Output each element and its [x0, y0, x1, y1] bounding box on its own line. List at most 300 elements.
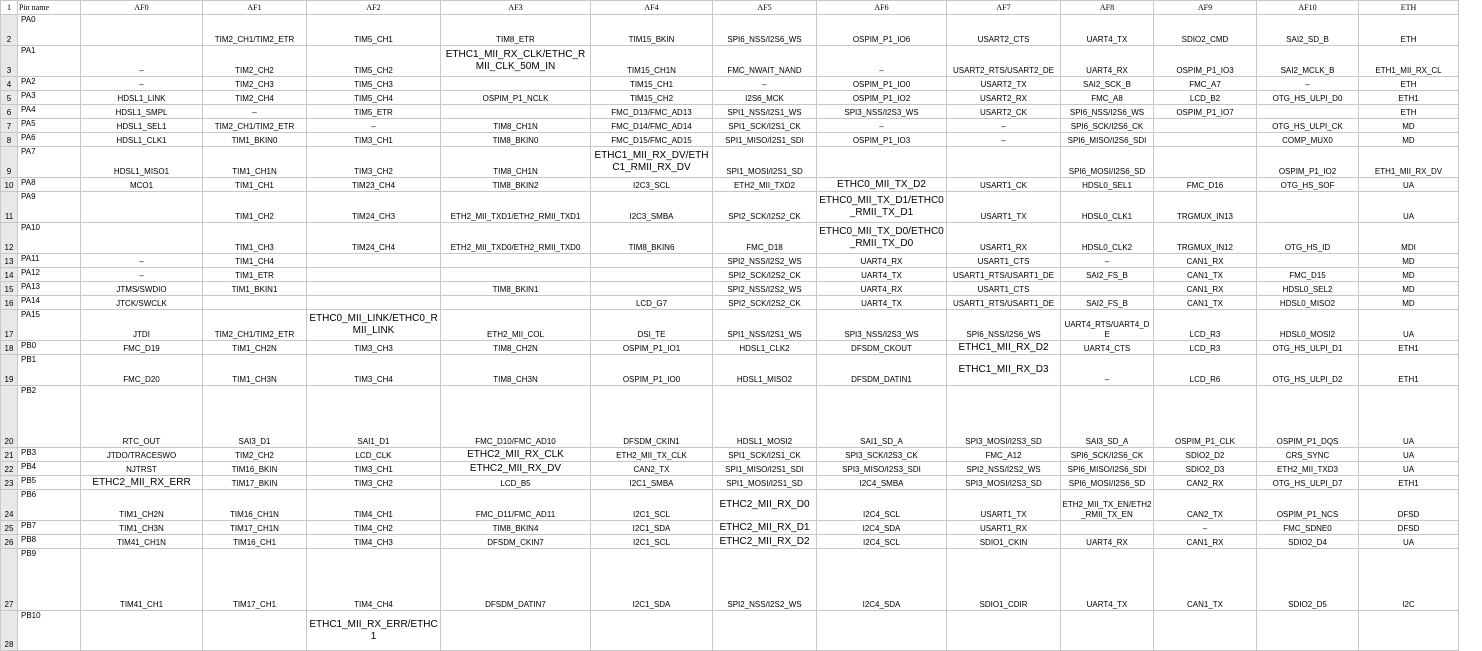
af-cell[interactable]: DFSDM_CKIN1: [591, 386, 713, 448]
af-cell[interactable]: UART4_CTS: [1061, 341, 1154, 355]
af-cell[interactable]: [441, 105, 591, 119]
af-cell[interactable]: SDIO2_D3: [1154, 462, 1257, 476]
header-af0[interactable]: AF0: [81, 1, 203, 15]
pin-name-cell[interactable]: PB9: [18, 549, 81, 611]
af-cell[interactable]: USART1_CK: [947, 178, 1061, 192]
af-cell[interactable]: [203, 611, 307, 651]
af-cell[interactable]: [591, 268, 713, 282]
af-cell[interactable]: ETHC0_MII_LINK/ETHC0_RMII_LINK: [307, 310, 441, 341]
pin-name-cell[interactable]: PB10: [18, 611, 81, 651]
af-cell[interactable]: SPI2_SCK/I2S2_CK: [713, 192, 817, 223]
af-cell[interactable]: SPI1_MISO/I2S1_SDI: [713, 462, 817, 476]
af-cell[interactable]: TIM3_CH2: [307, 476, 441, 490]
af-cell[interactable]: OSPIM_P1_IO2: [1257, 147, 1359, 178]
pin-name-cell[interactable]: PB6: [18, 490, 81, 521]
af-cell[interactable]: SPI2_NSS/I2S2_WS: [947, 462, 1061, 476]
af-cell[interactable]: MD: [1359, 254, 1459, 268]
af-cell[interactable]: USART1_TX: [947, 192, 1061, 223]
af-cell[interactable]: I2C1_SMBA: [591, 476, 713, 490]
af-cell[interactable]: TIM1_BKIN1: [203, 282, 307, 296]
header-eth[interactable]: ETH: [1359, 1, 1459, 15]
af-cell[interactable]: I2C1_SCL: [591, 490, 713, 521]
af-cell[interactable]: FMC_A12: [947, 448, 1061, 462]
af-cell[interactable]: TIM2_CH1/TIM2_ETR: [203, 119, 307, 133]
af-cell[interactable]: TIM1_CH2: [203, 192, 307, 223]
af-cell[interactable]: OTG_HS_ULPI_D2: [1257, 355, 1359, 386]
row-number[interactable]: 8: [1, 133, 18, 147]
af-cell[interactable]: SPI6_MISO/I2S6_SDI: [1061, 133, 1154, 147]
af-cell[interactable]: FMC_D19: [81, 341, 203, 355]
af-cell[interactable]: USART1_RX: [947, 521, 1061, 535]
af-cell[interactable]: FMC_D13/FMC_AD13: [591, 105, 713, 119]
af-cell[interactable]: TIM24_CH4: [307, 223, 441, 254]
af-cell[interactable]: [1257, 192, 1359, 223]
af-cell[interactable]: SPI1_NSS/I2S1_WS: [713, 310, 817, 341]
af-cell[interactable]: UA: [1359, 192, 1459, 223]
af-cell[interactable]: HDSL1_SEL1: [81, 119, 203, 133]
af-cell[interactable]: HDSL1_CLK2: [713, 341, 817, 355]
af-cell[interactable]: OTG_HS_ULPI_CK: [1257, 119, 1359, 133]
row-number[interactable]: 4: [1, 77, 18, 91]
header-af8[interactable]: AF8: [1061, 1, 1154, 15]
af-cell[interactable]: USART2_CK: [947, 105, 1061, 119]
af-cell[interactable]: OSPIM_P1_IO7: [1154, 105, 1257, 119]
af-cell[interactable]: CAN1_RX: [1154, 535, 1257, 549]
af-cell[interactable]: ETH: [1359, 105, 1459, 119]
af-cell[interactable]: ETHC0_MII_TX_D2: [817, 178, 947, 192]
af-cell[interactable]: TIM2_CH2: [203, 448, 307, 462]
af-cell[interactable]: OTG_HS_ULPI_D0: [1257, 91, 1359, 105]
af-cell[interactable]: OTG_HS_SOF: [1257, 178, 1359, 192]
af-cell[interactable]: TIM1_BKIN0: [203, 133, 307, 147]
af-cell[interactable]: MD: [1359, 296, 1459, 310]
af-cell[interactable]: HDSL0_MOSI2: [1257, 310, 1359, 341]
row-number[interactable]: 15: [1, 282, 18, 296]
row-number[interactable]: 1: [1, 1, 18, 15]
af-cell[interactable]: –: [203, 105, 307, 119]
af-cell[interactable]: TIM1_CH1: [203, 178, 307, 192]
af-cell[interactable]: TIM5_ETR: [307, 105, 441, 119]
af-cell[interactable]: –: [81, 254, 203, 268]
af-cell[interactable]: SPI6_MOSI/I2S6_SD: [1061, 476, 1154, 490]
af-cell[interactable]: UART4_RTS/UART4_DE: [1061, 310, 1154, 341]
header-pin-name[interactable]: Pin name: [18, 1, 81, 15]
af-cell[interactable]: –: [307, 119, 441, 133]
af-cell[interactable]: –: [1061, 355, 1154, 386]
af-cell[interactable]: SAI1_D1: [307, 386, 441, 448]
af-cell[interactable]: ETHC1_MII_RX_DV/ETHC1_RMII_RX_DV: [591, 147, 713, 178]
af-cell[interactable]: SDIO2_D2: [1154, 448, 1257, 462]
af-cell[interactable]: TIM5_CH1: [307, 15, 441, 46]
af-cell[interactable]: ETHC2_MII_RX_D0: [713, 490, 817, 521]
af-cell[interactable]: TIM4_CH3: [307, 535, 441, 549]
af-cell[interactable]: [713, 611, 817, 651]
af-cell[interactable]: TIM15_CH2: [591, 91, 713, 105]
af-cell[interactable]: [1154, 133, 1257, 147]
row-number[interactable]: 17: [1, 310, 18, 341]
af-cell[interactable]: CAN1_TX: [1154, 296, 1257, 310]
header-af6[interactable]: AF6: [817, 1, 947, 15]
af-cell[interactable]: TIM17_CH1: [203, 549, 307, 611]
af-cell[interactable]: [203, 296, 307, 310]
af-cell[interactable]: I2C1_SDA: [591, 549, 713, 611]
af-cell[interactable]: UA: [1359, 386, 1459, 448]
af-cell[interactable]: [591, 282, 713, 296]
header-af5[interactable]: AF5: [713, 1, 817, 15]
pin-name-cell[interactable]: PB8: [18, 535, 81, 549]
row-number[interactable]: 12: [1, 223, 18, 254]
af-cell[interactable]: TIM8_ETR: [441, 15, 591, 46]
af-cell[interactable]: SPI1_SCK/I2S1_CK: [713, 119, 817, 133]
af-cell[interactable]: –: [81, 77, 203, 91]
header-af3[interactable]: AF3: [441, 1, 591, 15]
pin-name-cell[interactable]: PB4: [18, 462, 81, 476]
af-cell[interactable]: [1257, 254, 1359, 268]
af-cell[interactable]: SPI6_MOSI/I2S6_SD: [1061, 147, 1154, 178]
af-cell[interactable]: TIM17_CH1N: [203, 521, 307, 535]
af-cell[interactable]: ETHC2_MII_RX_DV: [441, 462, 591, 476]
af-cell[interactable]: UART4_RX: [817, 254, 947, 268]
af-cell[interactable]: HDSL0_CLK2: [1061, 223, 1154, 254]
af-cell[interactable]: –: [81, 268, 203, 282]
af-cell[interactable]: [307, 296, 441, 310]
af-cell[interactable]: TIM1_CH2N: [81, 490, 203, 521]
af-cell[interactable]: I2C4_SCL: [817, 490, 947, 521]
af-cell[interactable]: [817, 611, 947, 651]
af-cell[interactable]: DFSD: [1359, 521, 1459, 535]
af-cell[interactable]: USART1_RTS/USART1_DE: [947, 296, 1061, 310]
af-cell[interactable]: SAI2_FS_B: [1061, 268, 1154, 282]
af-cell[interactable]: TIM8_CH3N: [441, 355, 591, 386]
af-cell[interactable]: FMC_D11/FMC_AD11: [441, 490, 591, 521]
af-cell[interactable]: OSPIM_P1_IO6: [817, 15, 947, 46]
af-cell[interactable]: TIM2_CH4: [203, 91, 307, 105]
af-cell[interactable]: SDIO2_CMD: [1154, 15, 1257, 46]
af-cell[interactable]: UART4_RX: [817, 282, 947, 296]
af-cell[interactable]: DFSDM_CKOUT: [817, 341, 947, 355]
pin-name-cell[interactable]: PA5: [18, 119, 81, 133]
af-cell[interactable]: UART4_RX: [1061, 535, 1154, 549]
af-cell[interactable]: FMC_A7: [1154, 77, 1257, 91]
af-cell[interactable]: TIM1_ETR: [203, 268, 307, 282]
af-cell[interactable]: [81, 611, 203, 651]
af-cell[interactable]: –: [1061, 254, 1154, 268]
af-cell[interactable]: –: [817, 119, 947, 133]
af-cell[interactable]: TIM5_CH2: [307, 46, 441, 77]
af-cell[interactable]: USART1_CTS: [947, 254, 1061, 268]
pin-name-cell[interactable]: PA6: [18, 133, 81, 147]
af-cell[interactable]: OSPIM_P1_IO3: [817, 133, 947, 147]
af-cell[interactable]: I2C1_SDA: [591, 521, 713, 535]
af-cell[interactable]: TIM1_CH3N: [203, 355, 307, 386]
header-af10[interactable]: AF10: [1257, 1, 1359, 15]
header-af2[interactable]: AF2: [307, 1, 441, 15]
af-cell[interactable]: ETH: [1359, 15, 1459, 46]
row-number[interactable]: 13: [1, 254, 18, 268]
af-cell[interactable]: [1257, 105, 1359, 119]
af-cell[interactable]: SPI2_NSS/I2S2_WS: [713, 254, 817, 268]
af-cell[interactable]: SAI1_SD_A: [817, 386, 947, 448]
af-cell[interactable]: TIM2_CH3: [203, 77, 307, 91]
pin-name-cell[interactable]: PA0: [18, 15, 81, 46]
af-cell[interactable]: FMC_SDNE0: [1257, 521, 1359, 535]
af-cell[interactable]: [441, 254, 591, 268]
af-cell[interactable]: LCD_CLK: [307, 448, 441, 462]
af-cell[interactable]: TIM5_CH4: [307, 91, 441, 105]
pin-name-cell[interactable]: PB3: [18, 448, 81, 462]
af-cell[interactable]: [441, 77, 591, 91]
row-number[interactable]: 11: [1, 192, 18, 223]
af-cell[interactable]: SPI1_NSS/I2S1_WS: [713, 105, 817, 119]
row-number[interactable]: 14: [1, 268, 18, 282]
af-cell[interactable]: [1061, 282, 1154, 296]
pin-name-cell[interactable]: PB5: [18, 476, 81, 490]
af-cell[interactable]: TIM1_CH2N: [203, 341, 307, 355]
af-cell[interactable]: –: [1154, 521, 1257, 535]
af-cell[interactable]: TIM2_CH1/TIM2_ETR: [203, 15, 307, 46]
row-number[interactable]: 24: [1, 490, 18, 521]
af-cell[interactable]: HDSL0_MISO2: [1257, 296, 1359, 310]
af-cell[interactable]: ETH2_MII_TX_CLK: [591, 448, 713, 462]
af-cell[interactable]: FMC_A8: [1061, 91, 1154, 105]
af-cell[interactable]: DFSDM_DATIN7: [441, 549, 591, 611]
af-cell[interactable]: SPI6_SCK/I2S6_CK: [1061, 119, 1154, 133]
af-cell[interactable]: TIM15_CH1N: [591, 46, 713, 77]
af-cell[interactable]: TIM8_BKIN2: [441, 178, 591, 192]
af-cell[interactable]: MD: [1359, 119, 1459, 133]
af-cell[interactable]: TIM1_CH3N: [81, 521, 203, 535]
af-cell[interactable]: UA: [1359, 310, 1459, 341]
af-cell[interactable]: [307, 254, 441, 268]
row-number[interactable]: 7: [1, 119, 18, 133]
af-cell[interactable]: TIM3_CH1: [307, 133, 441, 147]
af-cell[interactable]: [441, 296, 591, 310]
af-cell[interactable]: USART2_CTS: [947, 15, 1061, 46]
header-af1[interactable]: AF1: [203, 1, 307, 15]
af-cell[interactable]: DFSDM_DATIN1: [817, 355, 947, 386]
af-cell[interactable]: OTG_HS_ULPI_D7: [1257, 476, 1359, 490]
af-cell[interactable]: SPI2_SCK/I2S2_CK: [713, 296, 817, 310]
af-cell[interactable]: USART2_TX: [947, 77, 1061, 91]
af-cell[interactable]: SDIO1_CKIN: [947, 535, 1061, 549]
af-cell[interactable]: [947, 611, 1061, 651]
header-af7[interactable]: AF7: [947, 1, 1061, 15]
af-cell[interactable]: HDSL0_CLK1: [1061, 192, 1154, 223]
af-cell[interactable]: I2C4_SDA: [817, 521, 947, 535]
af-cell[interactable]: TIM23_CH4: [307, 178, 441, 192]
af-cell[interactable]: ETHC1_MII_RX_D2: [947, 341, 1061, 355]
af-cell[interactable]: SDIO2_D5: [1257, 549, 1359, 611]
af-cell[interactable]: [1061, 611, 1154, 651]
row-number[interactable]: 20: [1, 386, 18, 448]
af-cell[interactable]: SPI6_NSS/I2S6_WS: [947, 310, 1061, 341]
pin-name-cell[interactable]: PA8: [18, 178, 81, 192]
row-number[interactable]: 2: [1, 15, 18, 46]
af-cell[interactable]: ETHC2_MII_RX_ERR: [81, 476, 203, 490]
af-cell[interactable]: SPI6_SCK/I2S6_CK: [1061, 448, 1154, 462]
row-number[interactable]: 16: [1, 296, 18, 310]
af-cell[interactable]: DFSD: [1359, 490, 1459, 521]
af-cell[interactable]: UA: [1359, 178, 1459, 192]
af-cell[interactable]: HDSL1_CLK1: [81, 133, 203, 147]
af-cell[interactable]: UART4_RX: [1061, 46, 1154, 77]
af-cell[interactable]: TIM1_CH3: [203, 223, 307, 254]
af-cell[interactable]: TIM17_BKIN: [203, 476, 307, 490]
af-cell[interactable]: ETHC1_MII_RX_D3: [947, 355, 1061, 386]
af-cell[interactable]: FMC_D16: [1154, 178, 1257, 192]
af-cell[interactable]: SPI3_MOSI/I2S3_SD: [947, 386, 1061, 448]
af-cell[interactable]: [441, 268, 591, 282]
af-cell[interactable]: TIM4_CH4: [307, 549, 441, 611]
af-cell[interactable]: SPI1_MISO/I2S1_SDI: [713, 133, 817, 147]
af-cell[interactable]: TIM3_CH1: [307, 462, 441, 476]
af-cell[interactable]: [1257, 611, 1359, 651]
af-cell[interactable]: TIM8_CH1N: [441, 119, 591, 133]
af-cell[interactable]: SPI6_NSS/I2S6_WS: [713, 15, 817, 46]
af-cell[interactable]: JTMS/SWDIO: [81, 282, 203, 296]
af-cell[interactable]: CAN1_TX: [1154, 268, 1257, 282]
af-cell[interactable]: TIM2_CH1/TIM2_ETR: [203, 310, 307, 341]
af-cell[interactable]: [1359, 611, 1459, 651]
af-cell[interactable]: SPI2_NSS/I2S2_WS: [713, 282, 817, 296]
af-cell[interactable]: [81, 192, 203, 223]
af-cell[interactable]: [307, 282, 441, 296]
row-number[interactable]: 19: [1, 355, 18, 386]
row-number[interactable]: 28: [1, 611, 18, 651]
af-cell[interactable]: MDI: [1359, 223, 1459, 254]
pin-name-cell[interactable]: PA1: [18, 46, 81, 77]
af-cell[interactable]: I2S6_MCK: [713, 91, 817, 105]
af-cell[interactable]: ETHC0_MII_TX_D0/ETHC0_RMII_TX_D0: [817, 223, 947, 254]
af-cell[interactable]: ETH1: [1359, 355, 1459, 386]
af-cell[interactable]: [81, 15, 203, 46]
af-cell[interactable]: CAN2_TX: [1154, 490, 1257, 521]
af-cell[interactable]: TIM4_CH2: [307, 521, 441, 535]
af-cell[interactable]: TIM8_BKIN6: [591, 223, 713, 254]
pin-name-cell[interactable]: PA15: [18, 310, 81, 341]
af-cell[interactable]: HDSL0_SEL1: [1061, 178, 1154, 192]
row-number[interactable]: 10: [1, 178, 18, 192]
af-cell[interactable]: MCO1: [81, 178, 203, 192]
af-cell[interactable]: ETHC2_MII_RX_D1: [713, 521, 817, 535]
af-cell[interactable]: ETH1_MII_RX_CL: [1359, 46, 1459, 77]
af-cell[interactable]: COMP_MUX0: [1257, 133, 1359, 147]
af-cell[interactable]: LCD_B5: [441, 476, 591, 490]
af-cell[interactable]: SAI2_FS_B: [1061, 296, 1154, 310]
af-cell[interactable]: ETH1: [1359, 341, 1459, 355]
af-cell[interactable]: SPI6_MISO/I2S6_SDI: [1061, 462, 1154, 476]
af-cell[interactable]: TIM16_CH1N: [203, 490, 307, 521]
af-cell[interactable]: MD: [1359, 282, 1459, 296]
af-cell[interactable]: SAI3_D1: [203, 386, 307, 448]
af-cell[interactable]: SPI1_MOSI/I2S1_SD: [713, 476, 817, 490]
af-cell[interactable]: TIM15_CH1: [591, 77, 713, 91]
af-cell[interactable]: TIM8_CH1N: [441, 147, 591, 178]
af-cell[interactable]: FMC_D15: [1257, 268, 1359, 282]
pin-name-cell[interactable]: PA12: [18, 268, 81, 282]
af-cell[interactable]: FMC_D18: [713, 223, 817, 254]
pin-name-cell[interactable]: PB7: [18, 521, 81, 535]
af-cell[interactable]: SPI3_MOSI/I2S3_SD: [947, 476, 1061, 490]
af-cell[interactable]: ETH2_MII_TX_EN/ETH2_RMII_TX_EN: [1061, 490, 1154, 521]
af-cell[interactable]: [817, 147, 947, 178]
af-cell[interactable]: ETH2_MII_COL: [441, 310, 591, 341]
af-cell[interactable]: SAI2_MCLK_B: [1257, 46, 1359, 77]
af-cell[interactable]: CAN1_RX: [1154, 282, 1257, 296]
af-cell[interactable]: OSPIM_P1_CLK: [1154, 386, 1257, 448]
row-number[interactable]: 6: [1, 105, 18, 119]
af-cell[interactable]: OTG_HS_ID: [1257, 223, 1359, 254]
af-cell[interactable]: UA: [1359, 448, 1459, 462]
af-cell[interactable]: ETH1: [1359, 91, 1459, 105]
row-number[interactable]: 25: [1, 521, 18, 535]
pin-name-cell[interactable]: PB1: [18, 355, 81, 386]
af-cell[interactable]: TIM41_CH1: [81, 549, 203, 611]
af-cell[interactable]: ETHC0_MII_TX_D1/ETHC0_RMII_TX_D1: [817, 192, 947, 223]
pin-name-cell[interactable]: PA13: [18, 282, 81, 296]
af-cell[interactable]: USART1_CTS: [947, 282, 1061, 296]
row-number[interactable]: 23: [1, 476, 18, 490]
af-cell[interactable]: OSPIM_P1_NCLK: [441, 91, 591, 105]
af-cell[interactable]: FMC_D14/FMC_AD14: [591, 119, 713, 133]
af-cell[interactable]: SDIO2_D4: [1257, 535, 1359, 549]
af-cell[interactable]: SAI2_SD_B: [1257, 15, 1359, 46]
af-cell[interactable]: HDSL1_MISO1: [81, 147, 203, 178]
af-cell[interactable]: USART2_RTS/USART2_DE: [947, 46, 1061, 77]
pin-name-cell[interactable]: PA14: [18, 296, 81, 310]
af-cell[interactable]: FMC_D20: [81, 355, 203, 386]
af-cell[interactable]: [1154, 147, 1257, 178]
af-cell[interactable]: FMC_D10/FMC_AD10: [441, 386, 591, 448]
af-cell[interactable]: –: [947, 119, 1061, 133]
row-number[interactable]: 27: [1, 549, 18, 611]
af-cell[interactable]: TIM4_CH1: [307, 490, 441, 521]
af-cell[interactable]: JTCK/SWCLK: [81, 296, 203, 310]
af-cell[interactable]: SPI6_NSS/I2S6_WS: [1061, 105, 1154, 119]
af-cell[interactable]: UART4_TX: [1061, 15, 1154, 46]
af-cell[interactable]: SDIO1_CDIR: [947, 549, 1061, 611]
af-cell[interactable]: [591, 611, 713, 651]
af-cell[interactable]: [1154, 611, 1257, 651]
af-cell[interactable]: LCD_R3: [1154, 310, 1257, 341]
af-cell[interactable]: LCD_R3: [1154, 341, 1257, 355]
af-cell[interactable]: UART4_TX: [817, 296, 947, 310]
af-cell[interactable]: TIM16_BKIN: [203, 462, 307, 476]
pin-name-cell[interactable]: PA3: [18, 91, 81, 105]
af-cell[interactable]: TIM3_CH4: [307, 355, 441, 386]
af-cell[interactable]: TIM3_CH2: [307, 147, 441, 178]
af-cell[interactable]: FMC_D15/FMC_AD15: [591, 133, 713, 147]
af-cell[interactable]: –: [817, 46, 947, 77]
header-af9[interactable]: AF9: [1154, 1, 1257, 15]
row-number[interactable]: 9: [1, 147, 18, 178]
af-cell[interactable]: TIM2_CH2: [203, 46, 307, 77]
af-cell[interactable]: I2C1_SCL: [591, 535, 713, 549]
af-cell[interactable]: I2C4_SCL: [817, 535, 947, 549]
af-cell[interactable]: ETH1: [1359, 476, 1459, 490]
af-cell[interactable]: UART4_TX: [1061, 549, 1154, 611]
af-cell[interactable]: OSPIM_P1_IO2: [817, 91, 947, 105]
af-cell[interactable]: LCD_B2: [1154, 91, 1257, 105]
pin-name-cell[interactable]: PA4: [18, 105, 81, 119]
af-cell[interactable]: TIM41_CH1N: [81, 535, 203, 549]
af-cell[interactable]: UA: [1359, 535, 1459, 549]
af-cell[interactable]: USART2_RX: [947, 91, 1061, 105]
af-cell[interactable]: HDSL0_SEL2: [1257, 282, 1359, 296]
af-cell[interactable]: I2C4_SMBA: [817, 476, 947, 490]
row-number[interactable]: 26: [1, 535, 18, 549]
af-cell[interactable]: USART1_TX: [947, 490, 1061, 521]
